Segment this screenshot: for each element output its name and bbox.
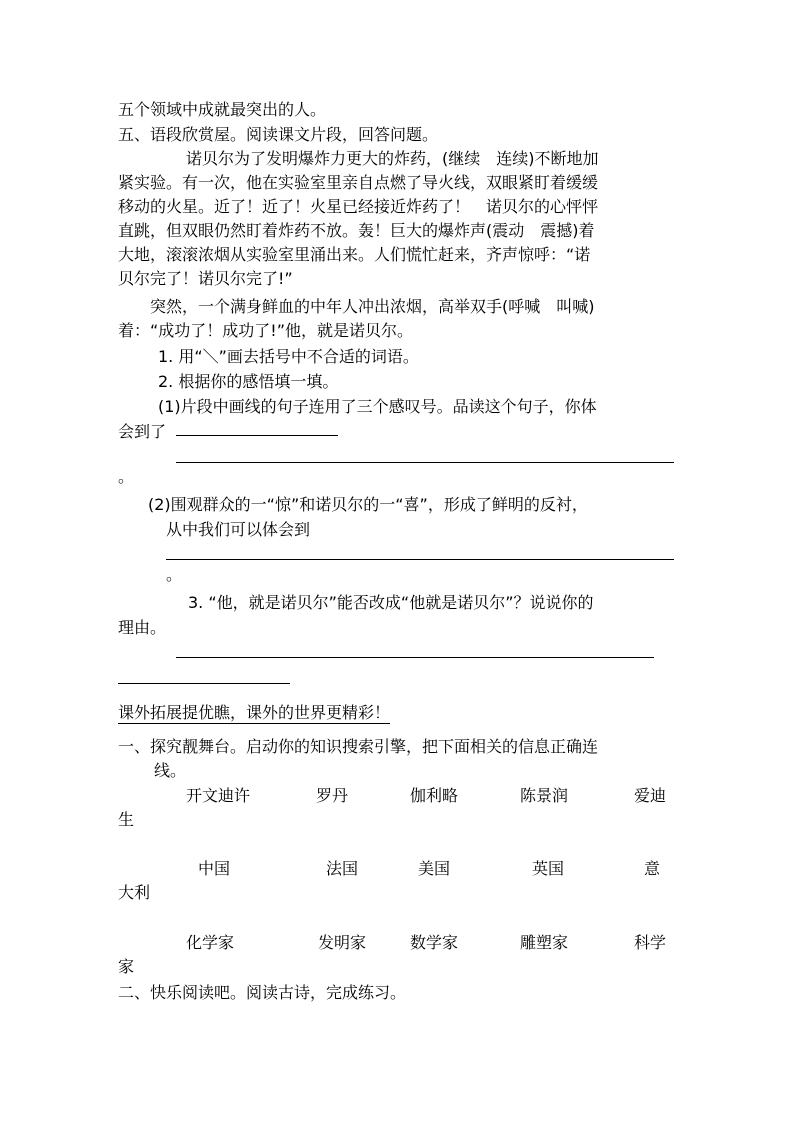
person-cavendish[interactable]: 开文迪许: [186, 786, 251, 805]
profession-mathematician[interactable]: 数学家: [410, 933, 459, 952]
question-2: 2. 根据你的感悟填一填。: [158, 372, 339, 391]
person-edison[interactable]: 爱迪: [634, 786, 667, 805]
profession-chemist[interactable]: 化学家: [186, 933, 235, 952]
question-2-1-line2: 会到了: [118, 422, 167, 441]
country-italy[interactable]: 意: [644, 859, 661, 878]
countries-row: [118, 858, 678, 880]
paragraph1-line5: 大地，滚滚浓烟从实验室里涌出来。人们慌忙赶来，齐声惊呼：“诺: [118, 245, 591, 264]
country-italy-wrap: 大利: [118, 883, 151, 902]
intro-line: 五个领域中成就最突出的人。: [118, 100, 327, 119]
section-heading-2: 二、快乐阅读吧。阅读古诗，完成练习。: [118, 983, 407, 1002]
section-heading-5: 五、语段欣赏屋。阅读课文片段，回答问题。: [118, 125, 439, 144]
paragraph1-line2: 紧实验。有一次，他在实验室里亲自点燃了导火线，双眼紧盯着缓缓: [118, 173, 599, 192]
paragraph1-line3: 移动的火星。近了！近了！火星已经接近炸药了！ 诺贝尔的心怦怦: [118, 197, 599, 216]
section-heading-1-wrap: 线。: [154, 761, 187, 780]
country-usa[interactable]: 美国: [418, 859, 451, 878]
answer-blank-3b[interactable]: [118, 683, 290, 684]
profession-sculptor[interactable]: 雕塑家: [520, 933, 569, 952]
question-3-line2: 理由。: [118, 618, 167, 637]
question-2-1-end: 。: [118, 467, 135, 486]
extension-banner-text: 课外拓展提优瞧，课外的世界更精彩！: [118, 703, 391, 722]
paragraph1-line1: 诺贝尔为了发明爆炸力更大的炸药，(继续 连续)不断地加: [186, 149, 599, 168]
answer-blank-2-1b[interactable]: [176, 462, 674, 463]
country-uk[interactable]: 英国: [532, 859, 565, 878]
answer-blank-3a[interactable]: [176, 657, 654, 658]
person-rodin[interactable]: 罗丹: [316, 786, 349, 805]
profession-inventor[interactable]: 发明家: [318, 933, 367, 952]
country-china[interactable]: 中国: [198, 859, 231, 878]
paragraph2-line1: 突然，一个满身鲜血的中年人冲出浓烟，高举双手(呼喊 叫喊): [150, 297, 595, 316]
person-galileo[interactable]: 伽利略: [410, 786, 459, 805]
answer-blank-2-1a[interactable]: [176, 435, 338, 436]
question-1: 1. 用“＼”画去括号中不合适的词语。: [158, 347, 419, 366]
question-2-2-line1: (2)围观群众的一“惊”和诺贝尔的一“喜”，形成了鲜明的反衬，: [148, 495, 588, 514]
paragraph2-line2: 着：“成功了！成功了!”他，就是诺贝尔。: [118, 321, 413, 340]
question-2-2-end: 。: [166, 565, 183, 584]
paragraph1-line4: 直跳，但双眼仍然盯着炸药不放。轰！巨大的爆炸声(震动 震撼)着: [118, 221, 595, 240]
extension-banner: [118, 702, 390, 724]
country-france[interactable]: 法国: [326, 859, 359, 878]
question-2-2-line2: 从中我们可以体会到: [166, 520, 311, 539]
answer-blank-2-2[interactable]: [166, 559, 674, 560]
profession-scientist-wrap: 家: [118, 957, 135, 976]
section-heading-1: 一、探究靓舞台。启动你的知识搜索引擎，把下面相关的信息正确连: [118, 737, 599, 756]
question-3-line1: 3. “他，就是诺贝尔”能否改成“他就是诺贝尔”？说说你的: [188, 593, 594, 612]
person-edison-wrap: 生: [118, 810, 135, 829]
question-2-1-line1: (1)片段中画线的句子连用了三个感叹号。品读这个句子，你体: [158, 397, 597, 416]
profession-scientist[interactable]: 科学: [634, 933, 667, 952]
person-chen-jingrun[interactable]: 陈景润: [520, 786, 569, 805]
paragraph1-line6: 贝尔完了！诺贝尔完了!”: [118, 269, 293, 288]
people-row: [118, 785, 678, 807]
professions-row: [118, 932, 678, 954]
